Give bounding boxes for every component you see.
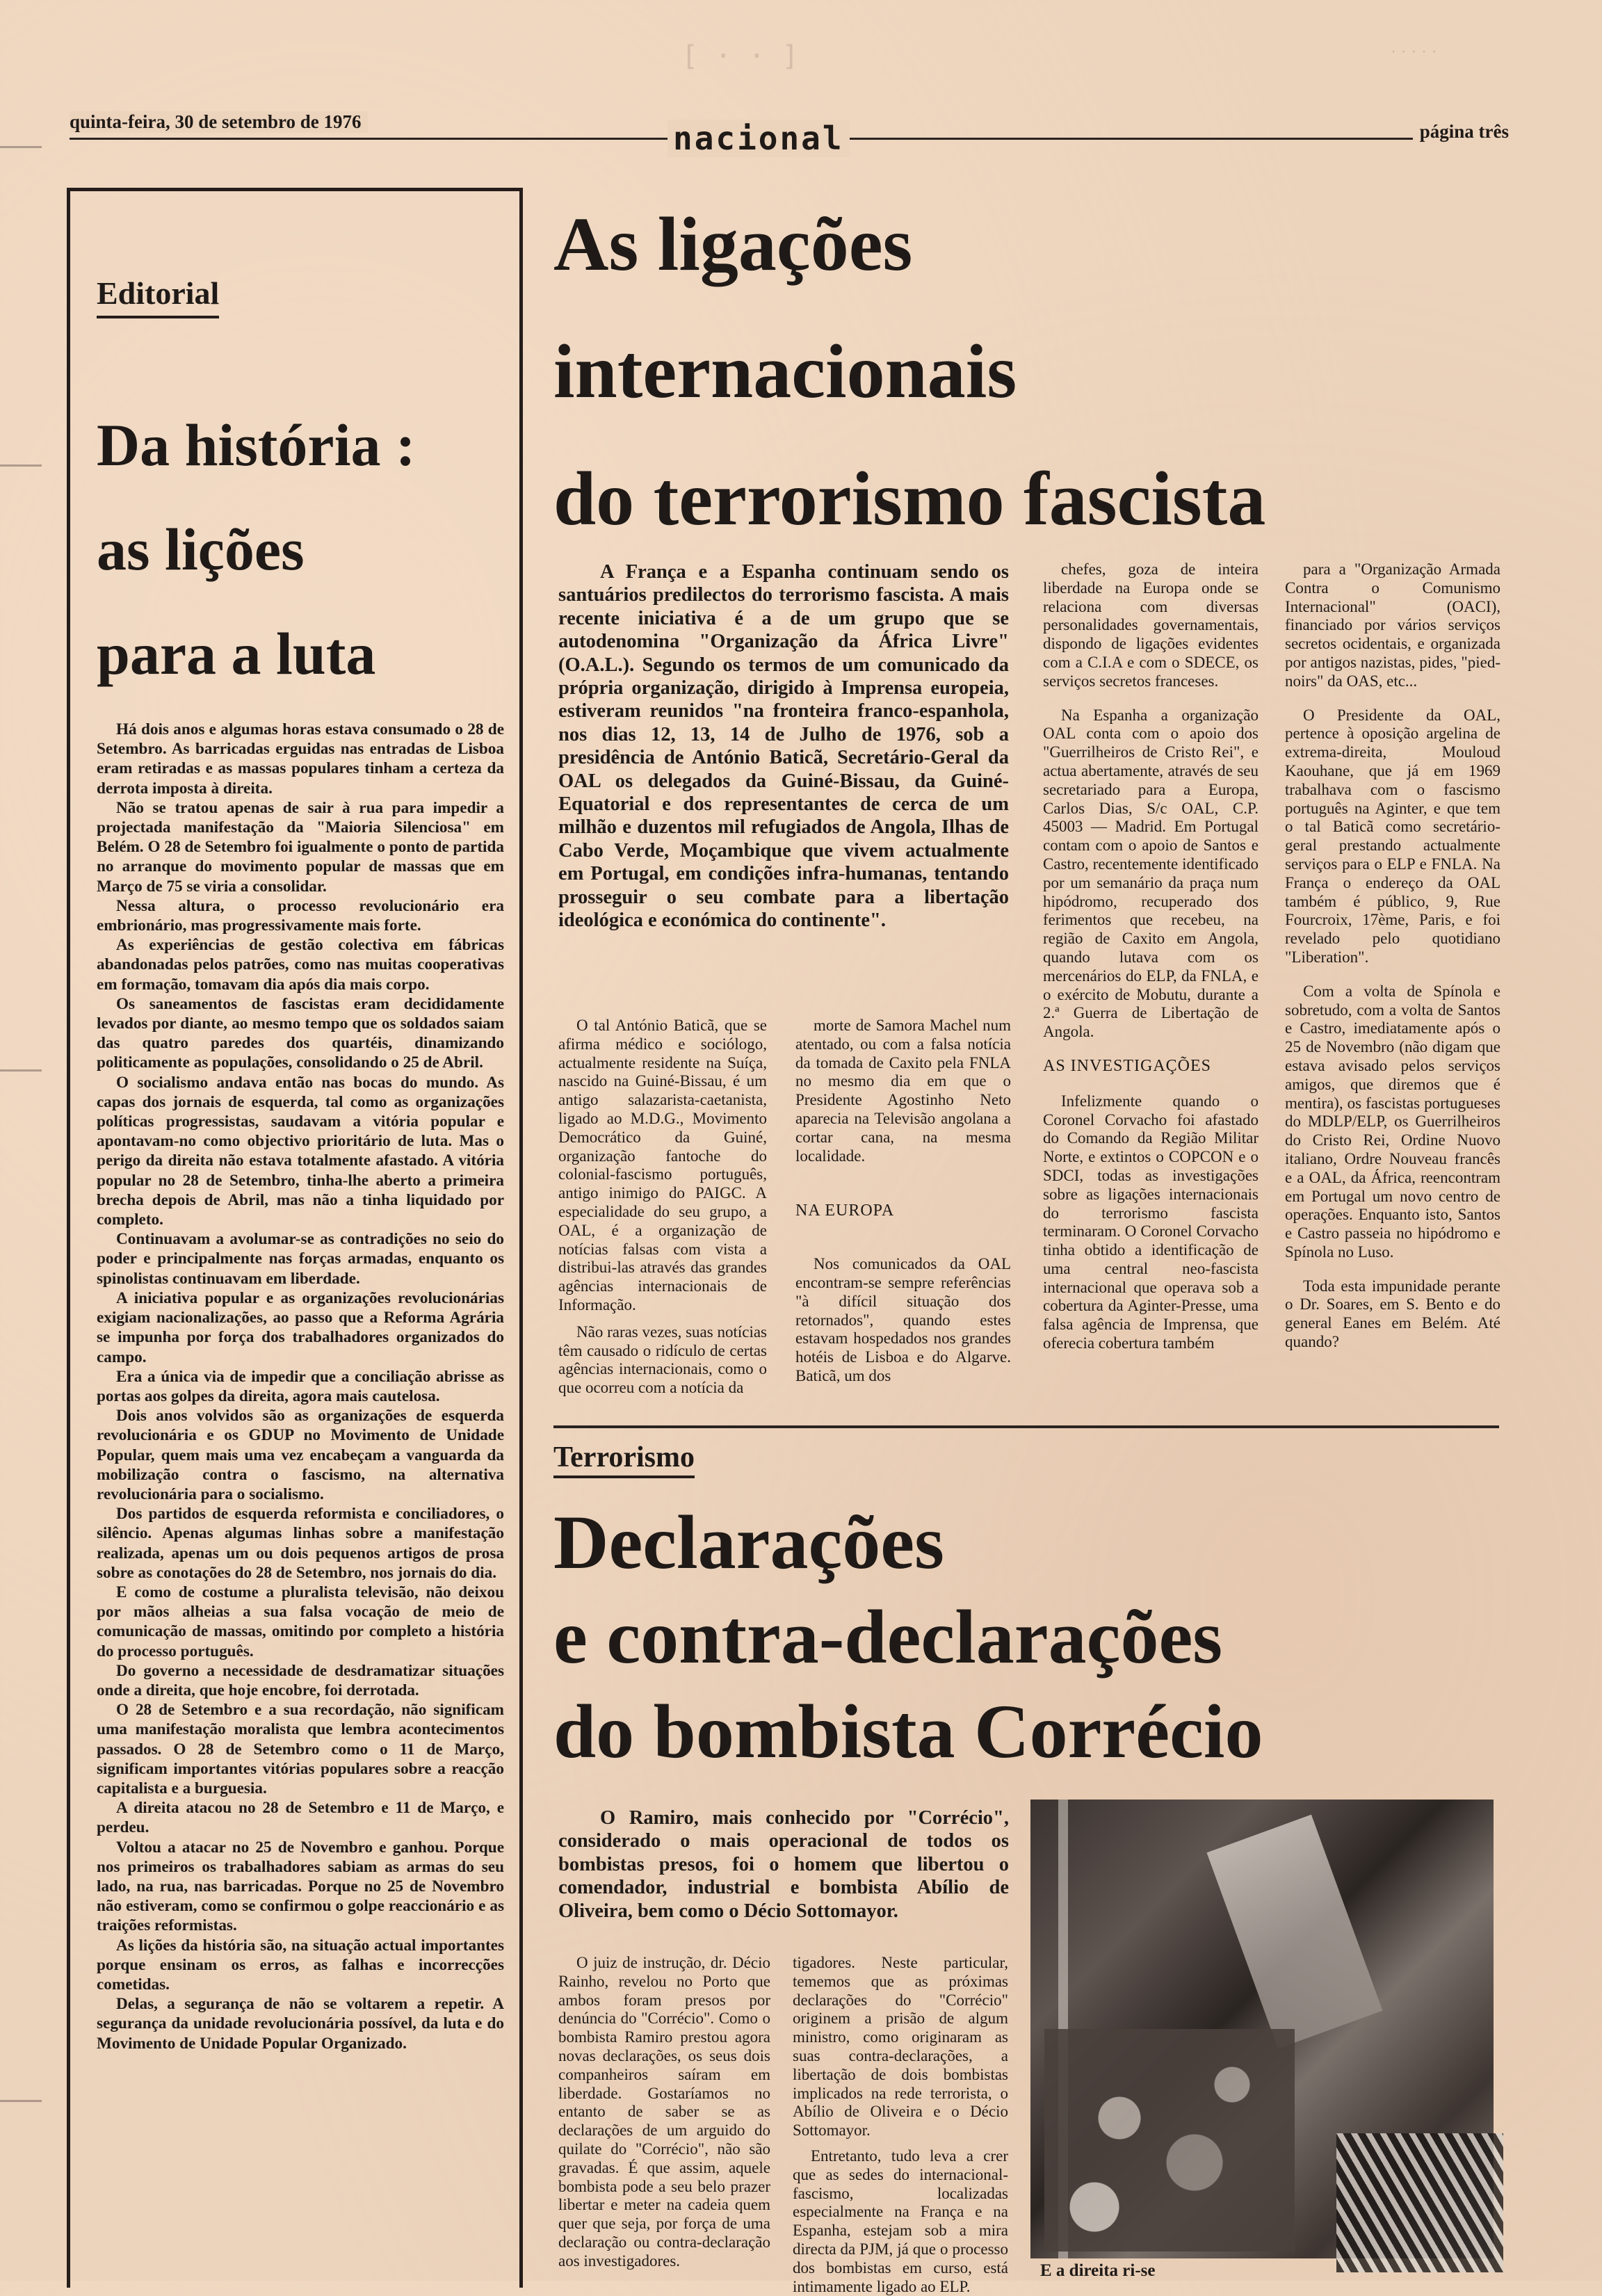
editorial-title: [97, 393, 500, 706]
page-number: página três: [1413, 121, 1509, 143]
article1-headline-line: As ligações: [553, 202, 913, 286]
editorial-paragraph: O 28 de Setembro e a sua recordação, não significam uma manifestação moralista que lembra acontecimentos passados. O 28 de Setembro como o 11 de Março, significam importantes vitórias populares sobre a reacção capitalista e a burguesia.: [97, 1701, 504, 1797]
article1-lead: [558, 560, 1009, 932]
article1-paragraph: para a "Organização Armada Contra o Comunismo Internacional" (OACI), financiado por vários serviços secretos ocidentais, e organizada por antigos nazistas, pides, "pied-noirs" da OAS, etc...: [1285, 560, 1500, 690]
subhead-na-europa: NA EUROPA: [795, 1202, 895, 1220]
article1-column-3: [1043, 560, 1259, 1413]
photo-detail: [1044, 2029, 1295, 2251]
editorial-paragraph: Nessa altura, o processo revolucionário era embrionário, mas progressivamente mais forte.: [97, 896, 504, 935]
editorial-box: [67, 188, 523, 2288]
article1-paragraph: morte de Samora Machel num atentado, ou com a falsa notícia da tomada de Caxito pela FNLA no mesmo dia em que o Presidente Agostinho Neto aparecia na Televisão angolana a cortar cana, na mesma localidade.: [795, 1017, 1011, 1165]
article1-headline-line: internacionais: [553, 329, 1017, 414]
article1-column-2: [795, 1017, 1011, 1413]
edge-mark: [0, 2100, 42, 2102]
issue-date: quinta-feira, 30 de setembro de 1976: [70, 111, 368, 133]
article2-column-1: [558, 1954, 770, 2281]
editorial-paragraph: Dos partidos de esquerda reformista e conciliadores, o silêncio. Apenas algumas linhas sobre a manifestação realizada, apenas um ou dois pequenos artigos de prosa sobre as conotações do 28 de Setembro, nos jornais do dia.: [97, 1505, 504, 1582]
editorial-paragraph: Os saneamentos de fascistas eram decididamente levados por diante, ao mesmo tempo que os soldados saiam das quatro paredes dos quartéis, dinamizando politicamente as populações, consolidando o 25 de Abril.: [97, 994, 504, 1072]
article1-paragraph: chefes, goza de inteira liberdade na Europa onde se relaciona com diversas personalidades governamentais, dispondo de ligações evidentes com a C.I.A e com o SDECE, os serviços secretos franceses.: [1043, 560, 1259, 690]
editorial-title-line: para a luta: [97, 620, 376, 687]
editorial-paragraph: Era a única via de impedir que a conciliação abrisse as portas aos golpes da direita, agora mais cautelosa.: [97, 1367, 504, 1405]
editorial-paragraph: A direita atacou no 28 de Setembro e 11 de Março, e perdeu.: [97, 1799, 504, 1837]
editorial-title-line: Da história :: [97, 412, 416, 478]
editorial-paragraph: Delas, a segurança de não se voltarem a repetir. A segurança da unidade revolucionária possível, da luta e do Movimento de Unidade Popular Organizado.: [97, 1995, 504, 2053]
editorial-paragraph: Não se tratou apenas de sair à rua para impedir a projectada manifestação da "Maioria Silenciosa" em Belém. O 28 de Setembro foi igualmente o ponto de partida no arranque do movimento popular de massas que em Março de 75 se viria a consolidar.: [97, 798, 504, 896]
editorial-paragraph: As experiências de gestão colectiva em fábricas abandonadas pelos patrões, como nas muitas cooperativas em formação, tomavam dia após dia mais corpo.: [97, 936, 504, 994]
article1-paragraph: Com a volta de Spínola e sobretudo, com a volta de Santos e Castro, imediatamente após o 25 de Novembro (não digam que estava avisado pelos serviços amigos, que diremos que é mentira), os fascistas portugueses do MDLP/ELP, os Guerrilheiros do Cristo Rei, Ordine Nuovo italiano, Ordre Nouveau francês e a OAL, da África, reencontram em Portugal um novo centro de operações. Enquanto isto, Santos e Castro passeia no hipódromo e Spínola no Luso.: [1285, 982, 1500, 1261]
editorial-paragraph: Dois anos volvidos são as organizações de esquerda revolucionária e os GDUP no Movimento de Unidade Popular, quem mais uma vez encabeçam a vanguarda da mobilização contra o fascismo, na alternativa revolucionária para o socialismo.: [97, 1407, 504, 1503]
article2-paragraph: tigadores. Neste particular, tememos que as próximas declarações do "Corrécio" originem a prisão de algum ministro, como originaram as suas contra-declarações, a libertação de dois bombistas implicados na rede terrorista, o Abílio de Oliveira e o Décio Sottomayor.: [793, 1954, 1008, 2140]
article2-lead: [558, 1806, 1009, 1923]
article2-headline: [553, 1495, 1513, 1779]
editorial-paragraph: E como de costume a pluralista televisão, não deixou por mãos alheias a sua falsa vocação de meio de comunicação de massas, omitindo por completo a história do processo português.: [97, 1583, 504, 1660]
article1-paragraph: Não raras vezes, suas notícias têm causado o ridículo de certas agências internacionais, como o que ocorreu com a notícia da: [558, 1323, 767, 1397]
article1-lead-text: A França e a Espanha continuam sendo os santuários predilectos do terrorismo fascista. A mais recente iniciativa é a de um grupo que se autodenomina "Organização da África Livre" (O.A.L.). Segundo os termos de um comunicado da própria organização, dirigido à Imprensa europeia, estiveram reunidos "na fronteira franco-espanhola, nos dias 12, 13, 14 de Julho de 1976, sob a presidência de António Baticã, Secretário-Geral da OAL os delegados da Guiné-Bissau, da Guiné-Equatorial e dos representantes de cerca de um milhão e duzentos mil refugiados de Angola, Ilhas de Cabo Verde, Moçambique que vivem actualmente em Portugal, em condições infra-humanas, tentando prosseguir o seu combate para a libertação ideológica e económica do continente".: [558, 561, 1009, 932]
editorial-paragraph: Continuavam a avolumar-se as contradições no seio do poder e principalmente nas forças armadas, enquanto os spinolistas continuavam em liberdade.: [97, 1230, 504, 1288]
article2-paragraph: Entretanto, tudo leva a crer que as sedes do internacional-fascismo, localizadas especialmente na França e na Espanha, estejam sob a mira directa da PJM, já que o processo dos bombistas em curso, está intimamente ligado ao ELP.: [793, 2147, 1008, 2295]
article1-paragraph: Infelizmente quando o Coronel Corvacho foi afastado do Comando da Região Militar Norte, e extintos o COPCON e o SDCI, todas as investigações sobre as ligações internacionais do terrorismo fascista terminaram. O Coronel Corvacho tinha obtido a identificação de uma central neo-fascista internacional que operava sob a cobertura da Aginter-Presse, uma falsa agência de Imprensa, que oferecia cobertura também: [1043, 1092, 1259, 1352]
edge-mark: [0, 1069, 42, 1072]
article1-paragraph: Na Espanha a organização OAL conta com o apoio dos "Guerrilheiros de Cristo Rei", e actua abertamente, através de seu secretariado para a Europa, Carlos Dias, S/c OAL, C.P. 45003 — Madrid. Em Portugal contam com o apoio de Santos e Castro, recentemente identificado por um semanário da praça num hipódromo, recuperado dos ferimentos que recebeu, na região de Caxito em Angola, quando lutava com os mercenários do ELP, da FNLA, e o exército de Mobutu, durante a 2.ª Guerra de Libertação de Angola.: [1043, 706, 1259, 1041]
article1-column-4: [1285, 560, 1500, 1413]
article1-headline: [553, 181, 1527, 563]
editorial-kicker: Editorial: [97, 275, 219, 318]
photo-detail: [1336, 2133, 1503, 2272]
masthead: [70, 111, 1509, 157]
article1-paragraph: O Presidente da OAL, pertence à oposição argelina de extrema-direita, Mouloud Kaouhane, que já em 1969 trabalhava com o fascismo português na Aginter, e que tem o tal Baticã como secretário-geral prestando actualmente serviços para o ELP e FNLA. Na França o endereço da OAL também é público, 9, Rue Fourcroix, 17ème, Paris, e foi revelado pelo quotidiano "Liberation".: [1285, 706, 1500, 966]
article2-headline-line: do bombista Corrécio: [553, 1689, 1263, 1774]
article2-kicker: Terrorismo: [553, 1441, 695, 1478]
bleed-through-text: · · · · ·: [1391, 42, 1437, 60]
article1-column-1: [558, 1017, 767, 1413]
photo-caption: E a direita ri-se: [1040, 2261, 1156, 2280]
article2-headline-line: e contra-declarações: [553, 1594, 1223, 1679]
editorial-paragraph: As lições da história são, na situação actual importantes porque ensinam os erros, as falhas e incorrecções cometidas.: [97, 1936, 504, 1994]
edge-mark: [0, 464, 42, 467]
article1-paragraph: Nos comunicados da OAL encontram-se sempre referências "à difícil situação dos retornados", quando estes estavam hospedados nos grandes hotéis de Lisboa e do Algarve. Baticã, um dos: [795, 1255, 1011, 1384]
editorial-title-line: as lições: [97, 516, 305, 583]
editorial-paragraph: Há dois anos e algumas horas estava consumado o 28 de Setembro. As barricadas erguidas nas entradas de Lisboa eram retiradas e as massas populares tinham a certeza da derrota imposta à direita.: [97, 720, 504, 798]
article1-paragraph: Toda esta impunidade perante o Dr. Soares, em S. Bento e do general Eanes em Belém. Até quando?: [1285, 1277, 1500, 1351]
edge-mark: [0, 146, 42, 148]
article2-column-2: [793, 1954, 1008, 2295]
editorial-paragraph: Voltou a atacar no 25 de Novembro e ganhou. Porque nos primeiros os trabalhadores sabiam as armas do seu lado, na rua, nas barricadas. Porque no 25 de Novembro não estiveram, como se confirmou o golpe reaccionário e as traições reformistas.: [97, 1838, 504, 1935]
subhead-as-investigacoes: AS INVESTIGAÇÕES: [1043, 1056, 1212, 1075]
bombing-aftermath-photo: [1030, 1800, 1494, 2258]
article1-headline-line: do terrorismo fascista: [553, 456, 1266, 541]
editorial-paragraph: A iniciativa popular e as organizações revolucionárias exigiam nacionalizações, ao passo que a Reforma Agrária se impunha por força dos trabalhadores organizados do campo.: [97, 1288, 504, 1366]
bleed-through-mark: [ · · ]: [681, 40, 799, 72]
editorial-paragraph: Do governo a necessidade de desdramatizar situações onde a direita, que hoje encobre, foi derrotada.: [97, 1661, 504, 1699]
section-divider: [553, 1425, 1499, 1428]
editorial-body: [97, 720, 504, 2277]
article1-paragraph: O tal António Baticã, que se afirma médico e sociólogo, actualmente residente na Suíça, nascido na Guiné-Bissau, é um antigo salazarista-caetanista, ligado ao M.D.G., Movimento Democrático da Guiné, organização fantoche do colonial-fascismo português, antigo inimigo do PAIGC. A especialidade do seu grupo, a OAL, é a organização de notícias falsas com vista a distribui-las através das grandes agências internacionais de Informação.: [558, 1017, 767, 1313]
article2-lead-text: O Ramiro, mais conhecido por "Corrécio", considerado o mais operacional de todos os bombistas presos, foi o homem que libertou o comendador, industrial e bombista Abílio de Oliveira, bem como o Décio Sottomayor.: [558, 1807, 1009, 1922]
photo-detail: [1207, 1815, 1383, 2049]
editorial-paragraph: O socialismo andava então nas bocas do mundo. As capas dos jornais de esquerda, tal como as organizações políticas progressistas, saudavam a vitória popular e apontavam-no como objectivo prioritário de luta. Mas o perigo da direita não estava totalmente afastado. A vitória popular no 28 de Setembro, tinha-lhe aberto a primeira brecha depois de Abril, mas não a tinha liquidado por completo.: [97, 1073, 504, 1229]
section-name: nacional: [668, 120, 850, 157]
article2-headline-line: Declarações: [553, 1500, 944, 1585]
article2-paragraph: O juiz de instrução, dr. Décio Rainho, revelou no Porto que ambos foram presos por denúncia do "Corrécio". Como o bombista Ramiro prestou agora novas declarações, os seus dois companheiros saíram em liberdade. Gostaríamos no entanto de saber se as declarações de um arguido do quilate do "Corrécio", não são gravadas. É que assim, aquele bombista pode a seu belo prazer libertar e meter na cadeia quem quer que seja, por força de uma declaração ou contra-declaração aos investigadores.: [558, 1954, 770, 2270]
